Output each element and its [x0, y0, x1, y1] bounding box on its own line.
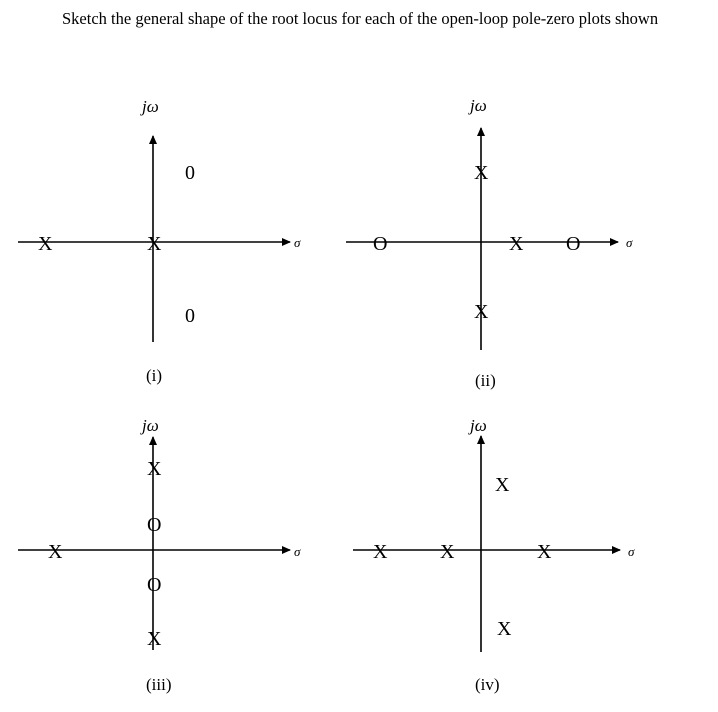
real-axis-label: σ — [628, 544, 635, 559]
zero-marker: O — [566, 233, 581, 255]
pole-marker: X — [474, 162, 489, 184]
real-axis-label: σ — [294, 235, 301, 250]
plot-caption: (i) — [146, 366, 163, 385]
plot-caption: (iv) — [475, 675, 500, 694]
plot-iii — [18, 416, 301, 694]
pole-marker: X — [147, 628, 162, 650]
zero-marker: 0 — [185, 162, 195, 184]
plot-caption: (ii) — [475, 371, 496, 390]
pole-marker: X — [509, 233, 524, 255]
pole-marker: X — [147, 458, 162, 480]
zero-marker: O — [147, 574, 162, 596]
pole-marker: X — [537, 541, 552, 563]
pole-marker: X — [38, 233, 53, 255]
imaginary-axis-label: jω — [470, 416, 487, 435]
pole-marker: X — [147, 233, 162, 255]
plot-ii — [346, 96, 633, 390]
imaginary-axis-label: jω — [142, 416, 159, 435]
imaginary-axis-label: jω — [142, 97, 159, 116]
real-axis-label: σ — [294, 544, 301, 559]
pole-marker: X — [474, 301, 489, 323]
zero-marker: O — [373, 233, 388, 255]
pole-marker: X — [373, 541, 388, 563]
pole-marker: X — [495, 474, 510, 496]
plot-i — [18, 97, 301, 385]
pole-marker: X — [440, 541, 455, 563]
imaginary-axis-label: jω — [470, 96, 487, 115]
pole-marker: X — [48, 541, 63, 563]
real-axis-label: σ — [626, 235, 633, 250]
instruction-text: Sketch the general shape of the root locus for each of the open-loop pole-zero plots shown — [62, 9, 659, 28]
zero-marker: O — [147, 514, 162, 536]
zero-marker: 0 — [185, 305, 195, 327]
pole-marker: X — [497, 618, 512, 640]
plot-iv — [353, 416, 635, 694]
plot-caption: (iii) — [146, 675, 172, 694]
